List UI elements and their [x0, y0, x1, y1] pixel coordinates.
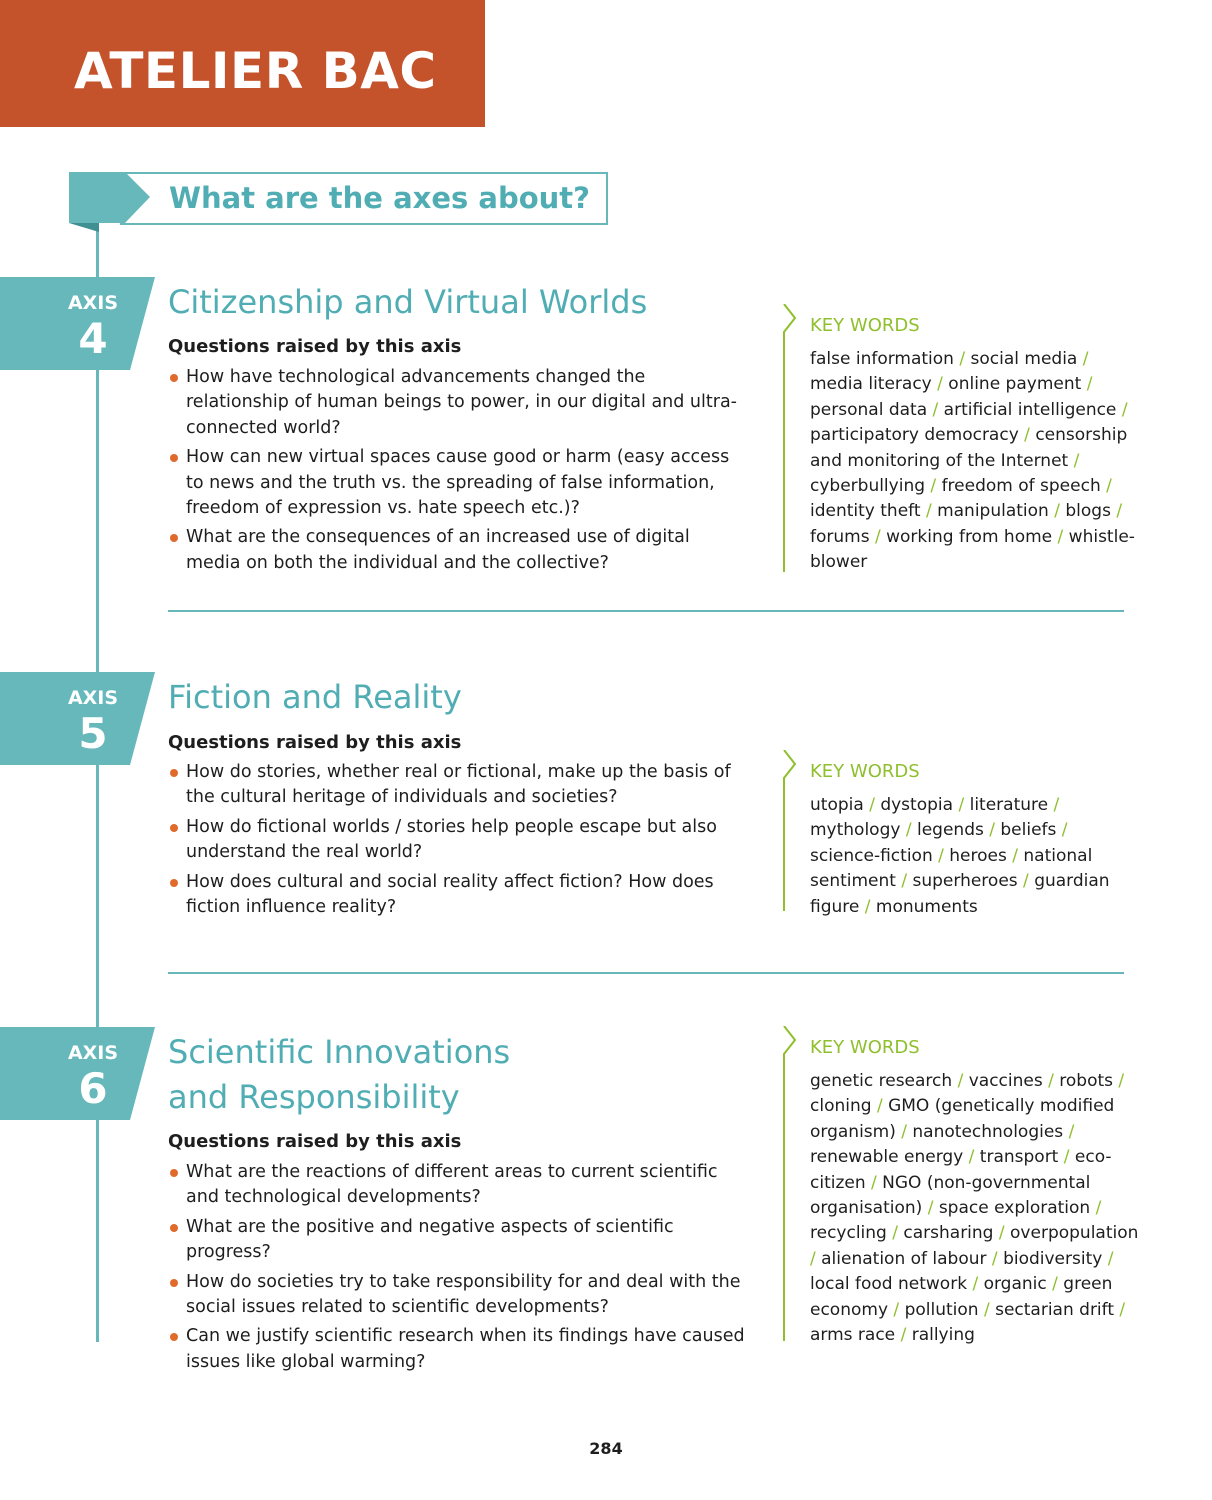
keyword: robots [1059, 1071, 1113, 1091]
keyword-separator: / [900, 1325, 907, 1346]
keyword-separator: / [1061, 820, 1068, 841]
keyword: artificial intelligence [943, 399, 1117, 420]
section-banner-title: What are the axes about? [169, 181, 590, 215]
questions-list [168, 1160, 748, 1379]
keyword-separator: / [958, 795, 965, 815]
keyword: sectarian drift [995, 1299, 1115, 1320]
keyword: overpopulation [1010, 1223, 1139, 1244]
keywords-bracket [780, 304, 802, 573]
axis-label: AXIS [67, 292, 119, 314]
keyword: blogs [1065, 501, 1111, 522]
keyword-separator: / [901, 871, 908, 892]
keyword-separator: / [810, 1248, 816, 1269]
keyword-separator: / [893, 1299, 900, 1320]
keyword-separator: / [1054, 501, 1060, 522]
keyword-separator: / [1052, 1274, 1058, 1295]
question-item: Can we justify scientific research when its findings have caused issues like global warming? [168, 1324, 748, 1375]
keyword: utopia [810, 795, 864, 815]
keyword-separator: / [957, 1071, 964, 1091]
keyword: organic [983, 1274, 1047, 1295]
keyword: science-fiction [810, 845, 933, 866]
questions-heading: Questions raised by this axis [168, 732, 462, 753]
keyword-separator: / [1086, 374, 1093, 395]
axis-label: AXIS [67, 1042, 119, 1064]
keyword-separator: / [1118, 1071, 1125, 1091]
question-item: How can new virtual spaces cause good or harm (easy access to news and the truth vs. the spreading of false information, freedom of expression vs. hate speech etc.)? [168, 445, 748, 521]
keyword: NGO (non-governmental organisation) [810, 1172, 1091, 1219]
keyword: identity theft [810, 501, 921, 522]
keyword-separator: / [1116, 501, 1123, 522]
keyword: eco-citizen [810, 1147, 1112, 1193]
keyword-separator: / [1053, 795, 1060, 815]
keyword: personal data [810, 399, 928, 420]
keyword-separator: / [925, 501, 932, 522]
keyword-separator: / [1023, 871, 1029, 892]
keyword-separator: / [1024, 425, 1030, 446]
keyword: rallying [911, 1325, 975, 1346]
axis-title-line-1: Scientific Innovations [168, 1033, 511, 1071]
keyword: forums [810, 526, 870, 547]
keyword-separator: / [892, 1223, 898, 1244]
keyword-separator: / [998, 1223, 1005, 1244]
keyword-separator: / [1095, 1198, 1102, 1219]
question-item: How do stories, whether real or fictional, make up the basis of the cultural heritage of individuals and societies? [168, 760, 748, 811]
keyword: recycling [810, 1223, 887, 1244]
keyword: space exploration [938, 1198, 1091, 1219]
keyword-separator: / [930, 476, 937, 497]
keyword: dystopia [880, 795, 954, 815]
section-divider [168, 610, 1124, 612]
question-item: What are the reactions of different areas to current scientific and technological developments? [168, 1160, 748, 1211]
keyword: national sentiment [810, 845, 1093, 892]
keyword: nanotechnologies [912, 1121, 1064, 1142]
keyword-separator: / [1073, 450, 1080, 471]
keyword: working from home [886, 526, 1053, 547]
questions-heading: Questions raised by this axis [168, 1131, 462, 1152]
keyword-separator: / [864, 896, 871, 917]
keyword: carsharing [903, 1223, 994, 1244]
keywords-heading: KEY WORDS [810, 761, 920, 782]
questions-heading: Questions raised by this axis [168, 336, 462, 357]
keyword-separator: / [1012, 845, 1018, 866]
question-item: How do societies try to take responsibility for and deal with the social issues related to scientific developments? [168, 1270, 748, 1321]
keyword: biodiversity [1003, 1248, 1103, 1269]
keyword-separator: / [876, 1096, 883, 1117]
axis-title: Fiction and Reality [168, 678, 462, 716]
keyword-separator: / [905, 820, 912, 841]
keyword: genetic research [810, 1071, 953, 1091]
keyword-separator: / [932, 399, 939, 420]
keyword-separator: / [983, 1299, 990, 1320]
keywords-list [810, 347, 1140, 576]
keyword: social media [970, 349, 1078, 369]
keyword: GMO (genetically modified organism) [810, 1096, 1115, 1142]
keywords-bracket [780, 1026, 802, 1342]
keyword-separator: / [1082, 349, 1089, 369]
keyword: local food network [810, 1274, 968, 1295]
question-item: How have technological advancements changed the relationship of human beings to power, in our digital and ultra-connected world? [168, 365, 748, 441]
timeline-line [96, 224, 99, 1342]
keyword-separator: / [989, 820, 995, 841]
keyword-separator: / [972, 1274, 979, 1295]
keyword: guardian figure [810, 871, 1110, 917]
keyword: renewable energy [810, 1147, 964, 1168]
keyword: heroes [949, 845, 1007, 866]
questions-list [168, 760, 748, 924]
keyword-separator: / [901, 1121, 907, 1142]
keywords-list [810, 1069, 1140, 1348]
keyword: media literacy [810, 374, 932, 395]
keyword-separator: / [991, 1248, 998, 1269]
keyword-separator: / [937, 374, 943, 395]
keyword-separator: / [938, 845, 944, 866]
keyword-separator: / [1107, 1248, 1114, 1269]
keywords-heading: KEY WORDS [810, 315, 920, 336]
keyword: beliefs [1000, 820, 1057, 841]
question-item: What are the positive and negative aspects of scientific progress? [168, 1215, 748, 1266]
keyword: arms race [810, 1325, 896, 1346]
keyword: vaccines [968, 1071, 1043, 1091]
axis-number: 6 [78, 1064, 108, 1113]
keyword-separator: / [1068, 1121, 1075, 1142]
question-item: How does cultural and social reality affect fiction? How does fiction influence reality? [168, 870, 748, 921]
keyword: false information [810, 349, 954, 369]
keyword-separator: / [968, 1147, 975, 1168]
question-item: How do fictional worlds / stories help people escape but also understand the real world? [168, 815, 748, 866]
keyword: freedom of speech [941, 476, 1101, 497]
keyword-separator: / [1119, 1299, 1126, 1320]
keyword: manipulation [937, 501, 1049, 522]
axis-number: 5 [78, 709, 108, 758]
keyword-separator: / [874, 526, 881, 547]
keyword: mythology [810, 820, 901, 841]
keyword: alienation of labour [821, 1248, 987, 1269]
keywords-list [810, 793, 1140, 920]
keyword: transport [979, 1147, 1059, 1168]
keyword: pollution [904, 1299, 979, 1320]
page-title: ATELIER BAC [74, 42, 437, 100]
page-number: 284 [589, 1439, 623, 1458]
keyword: superheroes [912, 871, 1018, 892]
keyword: green economy [810, 1274, 1113, 1320]
header-banner [0, 0, 485, 127]
keyword: censorship and monitoring of the Internet [810, 425, 1128, 471]
axis-tab-6 [0, 1027, 155, 1121]
keyword: cyberbullying [810, 476, 926, 497]
keyword-separator: / [1106, 476, 1112, 497]
section-divider [168, 972, 1124, 974]
question-item: What are the consequences of an increased use of digital media on both the individual and the collective? [168, 525, 748, 576]
keyword-separator: / [869, 795, 875, 815]
keyword: cloning [810, 1096, 872, 1117]
keywords-heading: KEY WORDS [810, 1037, 920, 1058]
axis-title-line-2: and Responsibility [168, 1078, 460, 1116]
keyword-separator: / [1063, 1147, 1070, 1168]
keyword: online payment [948, 374, 1082, 395]
keyword-separator: / [1057, 526, 1064, 547]
axis-number: 4 [78, 314, 108, 363]
keyword: literature [969, 795, 1049, 815]
axis-tab-4 [0, 277, 155, 371]
axis-label: AXIS [67, 687, 119, 709]
keyword-separator: / [871, 1172, 877, 1193]
keyword: monuments [875, 896, 978, 917]
axis-title: Citizenship and Virtual Worlds [168, 283, 648, 321]
keyword-separator: / [1121, 399, 1128, 420]
keyword-separator: / [959, 349, 966, 369]
keyword-separator: / [1048, 1071, 1054, 1091]
keyword-separator: / [927, 1198, 934, 1219]
banner-arrow-shape [69, 172, 151, 233]
axis-tab-5 [0, 672, 155, 766]
keyword: participatory democracy [810, 425, 1019, 446]
keywords-bracket [780, 750, 802, 912]
keyword: legends [916, 820, 984, 841]
questions-list [168, 365, 748, 580]
keyword: whistle-blower [810, 526, 1135, 573]
